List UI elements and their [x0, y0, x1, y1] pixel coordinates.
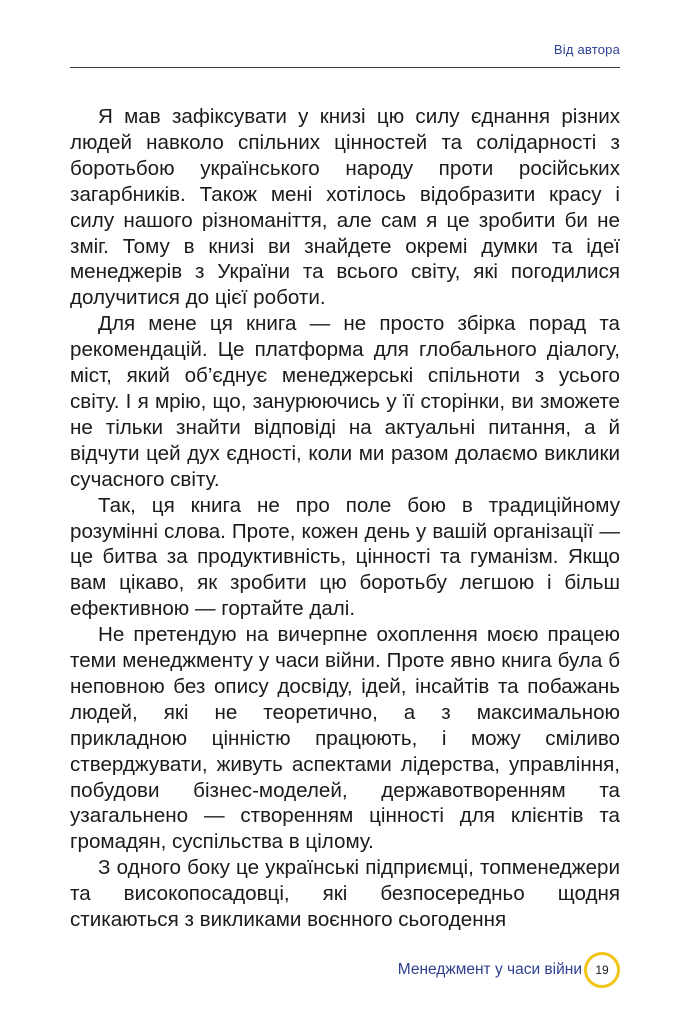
- page-number-badge: [584, 952, 620, 988]
- header-divider: [70, 67, 620, 68]
- paragraph: З одного боку це українські підприємці, топменеджери та високопосадовці, які безпосередньо щодня стикаються з викликами воєнного сьогодення: [70, 856, 620, 932]
- page-number: 19: [595, 963, 609, 977]
- paragraph: Не претендую на вичерпне охоплення моєю працею теми менеджменту у часи війни. Проте явно книга була б неповною без опису досвіду, ідей, інсайтів та побажань людей, які не теоретично, а з максимальною прикладною цінністю працюють, і можу сміливо стверджувати, живуть аспектами лідерства, управління, побудови бізнес-моделей, державотворенням та узагальнено — створенням цінності для клієнтів та громадян, суспільства в цілому.: [70, 623, 620, 854]
- paragraph: Я мав зафіксувати у книзі цю силу єднання різних людей навколо спільних цінностей та солідарності з боротьбою українського народу проти російських загарбників. Також мені хотілось відобразити красу і силу нашого різноманіття, але сам я це зробити би не зміг. Тому в книзі ви знайдете окремі думки та ідеї менеджерів з України та всього світу, які погодилися долучитися до цієї роботи.: [70, 105, 620, 310]
- body-text: [70, 104, 620, 933]
- paragraph: Для мене ця книга — не просто збірка порад та рекомендацій. Це платформа для глобального діалогу, міст, який об’єднує менеджерські спільноти з усього світу. І я мрію, що, занурюючись у її сторінки, ви зможете не тільки знайти відповіді на актуальні питання, а й відчути цей дух єдності, коли ми разом долаємо виклики сучасного світу.: [70, 312, 620, 491]
- footer-book-title: Менеджмент у часи війни: [397, 961, 582, 978]
- paragraph: Так, ця книга не про поле бою в традиційному розумінні слова. Проте, кожен день у вашій організації — це битва за продуктивність, цінності та гуманізм. Якщо вам цікаво, як зробити цю боротьбу легшою і більш ефективною — гортайте далі.: [70, 493, 620, 621]
- running-head: Від автора: [553, 42, 620, 57]
